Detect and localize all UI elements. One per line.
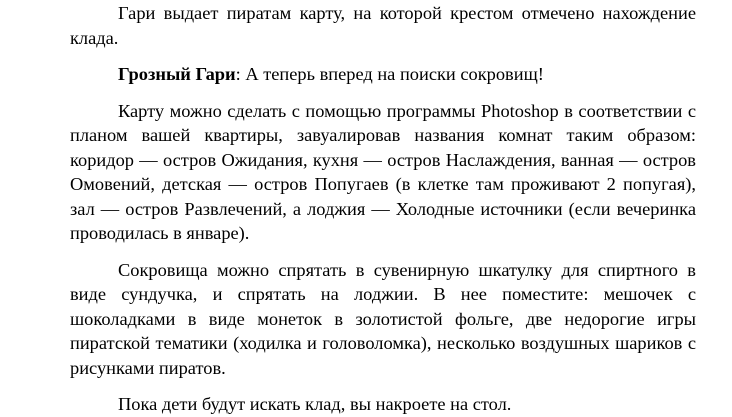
paragraph-map-instructions xyxy=(70,99,696,246)
paragraph-text: Гари выдает пиратам карту, на которой крестом отмечено нахождение клада. xyxy=(70,3,696,48)
paragraph-text: Пока дети будут искать клад, вы накроете на стол. xyxy=(118,394,512,414)
paragraph-treasure xyxy=(70,258,696,381)
dialogue-line: : А теперь вперед на поиски сокровищ! xyxy=(235,64,544,84)
paragraph-map-given xyxy=(70,0,696,50)
paragraph-text: Карту можно сделать с помощью программы Photoshop в соответствии с планом вашей квартиры, завуалировав названия комнат таким образом: коридор — остров Ожидания, кухня — остров Наслаждения, ванная — остров Омовений, детская — остров Попугаев (в клетке там проживают 2 попугая), зал — остров Развлечений, а лоджия — Холодные источники (если вечеринка проводилась в январе). xyxy=(70,100,696,243)
paragraph-text: Сокровища можно спрятать в сувенирную шкатулку для спиртного в виде сундучка, и спрятать на лоджии. В нее поместите: мешочек с шоколадками в виде монеток в золотистой фольге, две недорогие игры пиратской тематики (ходилка и головоломка), несколько воздушных шариков с рисунками пиратов. xyxy=(70,259,696,378)
document-page xyxy=(70,0,696,417)
paragraph-table xyxy=(70,392,696,417)
paragraph-dialogue xyxy=(70,62,696,87)
speaker-name: Грозный Гари xyxy=(118,64,236,84)
